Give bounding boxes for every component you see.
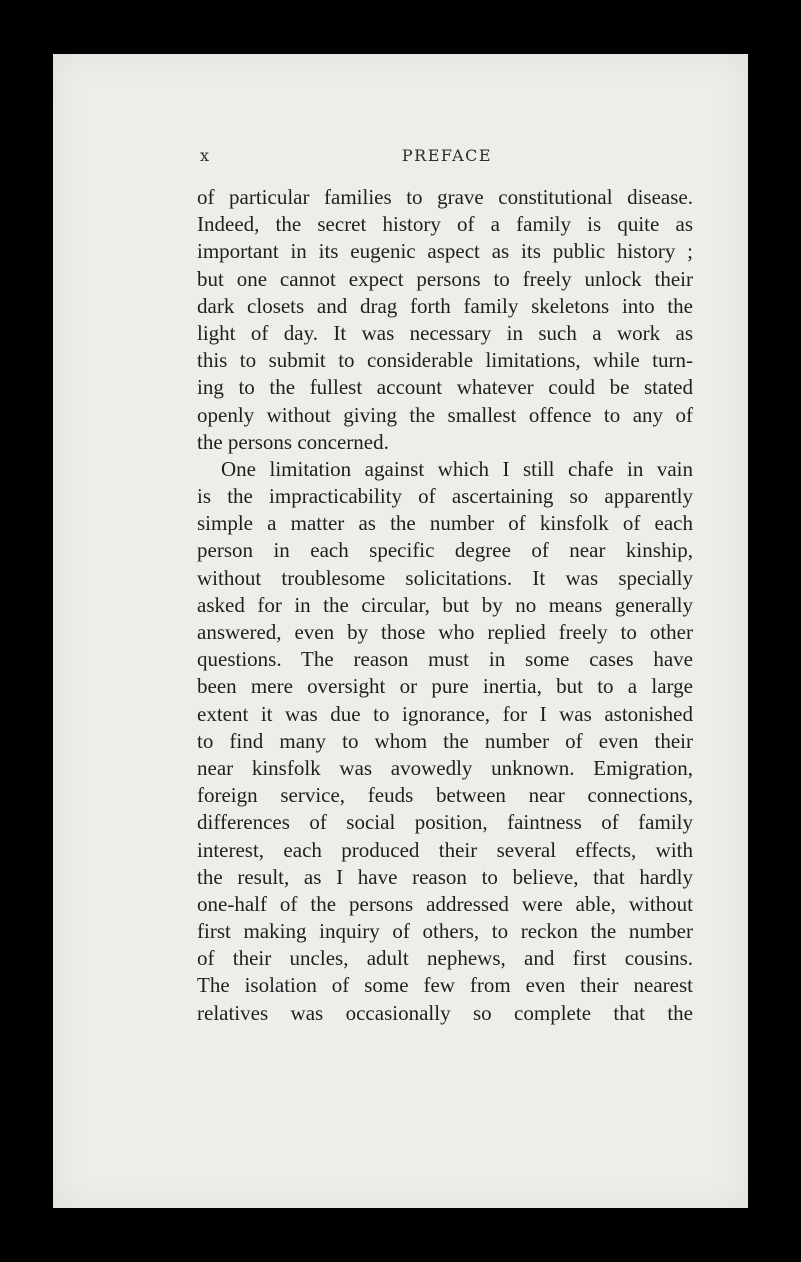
text-line: differences of social position, faintness of family xyxy=(197,810,693,835)
text-line: of their uncles, adult nephews, and first cousins. xyxy=(197,946,693,971)
text-line: of particular families to grave constitutional disease. xyxy=(197,185,693,209)
text-line: dark closets and drag forth family skeletons into the xyxy=(197,293,693,318)
text-line: Indeed, the secret history of a family is quite as xyxy=(197,212,693,237)
page-header xyxy=(200,146,694,170)
text-line: light of day. It was necessary in such a work as xyxy=(197,320,693,345)
text-line: foreign service, feuds between near connections, xyxy=(197,783,693,808)
text-line: the result, as I have reason to believe, that hardly xyxy=(197,864,693,889)
text-line: the persons concerned. xyxy=(197,429,389,454)
text-line: asked for in the circular, but by no means generally xyxy=(197,592,693,617)
paragraph xyxy=(197,184,693,456)
text-line: near kinsfolk was avowedly unknown. Emigration, xyxy=(197,755,693,780)
text-line: The isolation of some few from even their nearest xyxy=(197,973,693,998)
text-line: important in its eugenic aspect as its public history ; xyxy=(197,239,693,264)
page-number: x xyxy=(200,146,211,165)
text-line: been mere oversight or pure inertia, but to a large xyxy=(197,674,693,699)
text-line: interest, each produced their several effects, with xyxy=(197,837,693,862)
text-line: is the impracticability of ascertaining so apparently xyxy=(197,484,693,509)
text-line: openly without giving the smallest offence to any of xyxy=(197,402,693,427)
text-line: one-half of the persons addressed were able, without xyxy=(197,891,693,916)
text-line: but one cannot expect persons to freely unlock their xyxy=(197,266,693,291)
text-line: ing to the fullest account whatever could be stated xyxy=(197,375,693,400)
text-line: One limitation against which I still chafe in vain xyxy=(221,456,693,481)
running-head: PREFACE xyxy=(401,146,493,165)
text-line: person in each specific degree of near kinship, xyxy=(197,538,693,563)
text-line: first making inquiry of others, to reckon the number xyxy=(197,919,693,944)
text-line: extent it was due to ignorance, for I was astonished xyxy=(197,701,693,726)
text-line: this to submit to considerable limitations, while turn- xyxy=(197,348,693,373)
text-line: questions. The reason must in some cases have xyxy=(197,647,693,672)
text-line: to find many to whom the number of even their xyxy=(197,728,693,753)
text-line: relatives was occasionally so complete that the xyxy=(197,1000,693,1025)
text-line: simple a matter as the number of kinsfolk of each xyxy=(197,511,693,536)
paragraph xyxy=(197,456,693,1027)
text-line: answered, even by those who replied freely to other xyxy=(197,620,693,644)
text-line: without troublesome solicitations. It was specially xyxy=(197,565,693,590)
body-text xyxy=(197,184,693,1027)
